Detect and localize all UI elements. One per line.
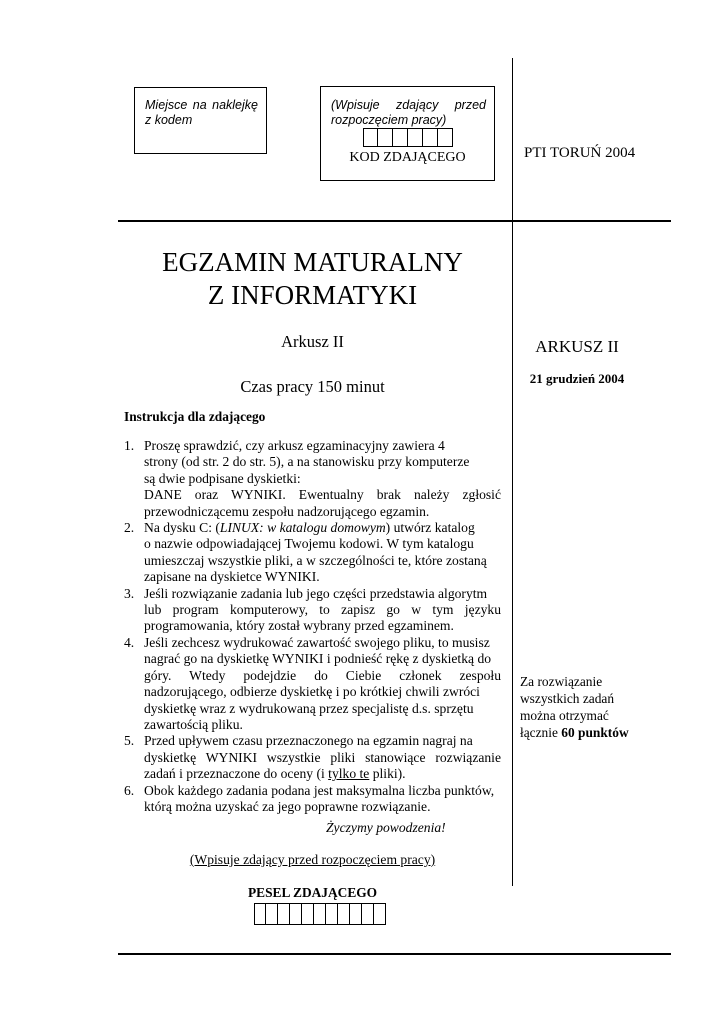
pesel-cells[interactable] [254, 903, 386, 925]
wish-text: Życzymy powodzenia! [326, 820, 446, 835]
code-cell[interactable] [438, 128, 453, 147]
instruction-item: 3. Jeśli rozwiązanie zadania lub jego części przedstawia algorytm lub program komputerowy, to zapisz go w tym języku programowania, który został wybrany przed egzaminem. [124, 585, 501, 634]
code-label: KOD ZDAJĄCEGO [349, 150, 466, 165]
bottom-rule [118, 953, 671, 955]
pesel-cell[interactable] [278, 903, 290, 925]
pesel-note: (Wpisuje zdający przed rozpoczęciem pracy) [189, 852, 436, 867]
instructions-heading: Instrukcja dla zdającego [124, 409, 266, 424]
points-line: łącznie 60 punktów [520, 725, 629, 740]
code-cells[interactable] [363, 128, 453, 148]
time-label: Czas pracy 150 minut [240, 377, 385, 396]
top-rule [118, 220, 671, 222]
instruction-item: 1. Proszę sprawdzić, czy arkusz egzaminacyjny zawiera 4 strony (od str. 2 do str. 5), a na stanowisku przy komputerze są dwie podpisane dyskietki: DANE oraz WYNIKI. Ewentualny brak należy zgłosić przewodniczącemu zespołu nadzorującego egzamin. [124, 438, 501, 519]
code-note-2: rozpoczęciem pracy) [331, 113, 447, 127]
points-total: 60 punktów [561, 725, 629, 740]
sticker-text-2: z kodem [145, 113, 193, 127]
code-cell[interactable] [423, 128, 438, 147]
exam-title [120, 246, 505, 312]
pesel-cell[interactable] [266, 903, 278, 925]
vertical-divider [512, 58, 513, 886]
code-cell[interactable] [378, 128, 393, 147]
pesel-cell[interactable] [290, 903, 302, 925]
pesel-cell[interactable] [374, 903, 386, 925]
points-line: wszystkich zadań [520, 691, 615, 706]
pesel-label: PESEL ZDAJĄCEGO [248, 885, 378, 900]
code-note: (Wpisuje zdający przed [331, 98, 486, 112]
instructions-list [124, 438, 501, 815]
instruction-item: 5. Przed upływem czasu przeznaczonego na egzamin nagraj na dyskietkę WYNIKI wszystkie pliki stanowiące rozwiązanie zadań i przeznaczone do oceny (i tylko te pliki). [124, 733, 501, 782]
pesel-cell[interactable] [302, 903, 314, 925]
exam-title-line2: Z INFORMATYKI [207, 280, 418, 310]
pesel-cell[interactable] [314, 903, 326, 925]
pesel-cell[interactable] [362, 903, 374, 925]
instruction-item: 4. Jeśli zechcesz wydrukować zawartość swojego pliku, to musisz nagrać go na dyskietkę WYNIKI i podnieść rękę z dyskietką do góry. Wtedy podejdzie do Ciebie członek zespołu nadzorującego, odbierze dyskietkę i po krótkiej chwili zwróci dyskietkę wraz z wydrukowaną przez specjalistę d.s. sprzętu zawartością pliku. [124, 634, 501, 732]
code-box [320, 86, 495, 181]
pesel-cell[interactable] [350, 903, 362, 925]
instructions [124, 438, 501, 815]
sticker-text: Miejsce na naklejkę [145, 98, 258, 112]
pesel-cell[interactable] [338, 903, 350, 925]
pesel-cell[interactable] [254, 903, 266, 925]
code-cell[interactable] [393, 128, 408, 147]
exam-title-line1: EGZAMIN MATURALNY [162, 247, 463, 277]
instruction-item: 2. Na dysku C: (LINUX: w katalogu domowym) utwórz katalog o nazwie odpowiadającej Twojemu kodowi. W tym katalogu umieszczaj wszystkie pliki, a w szczególności te, które zostaną zapisane na dyskietce WYNIKI. [124, 520, 487, 585]
instruction-item: 6. Obok każdego zadania podana jest maksymalna liczba punktów, którą można uzyskać za jego poprawne rozwiązanie. [124, 782, 495, 814]
sticker-box [134, 87, 267, 154]
sidebar-sheet: ARKUSZ II [535, 337, 619, 356]
pesel-cell[interactable] [326, 903, 338, 925]
sidebar-date: 21 grudzień 2004 [529, 371, 625, 386]
points-info [520, 673, 629, 741]
points-line: Za rozwiązanie [520, 674, 603, 689]
code-cell[interactable] [363, 128, 378, 147]
sheet-label: Arkusz II [281, 332, 344, 351]
points-line: można otrzymać [520, 708, 609, 723]
code-cell[interactable] [408, 128, 423, 147]
org-label: PTI TORUŃ 2004 [524, 145, 636, 161]
